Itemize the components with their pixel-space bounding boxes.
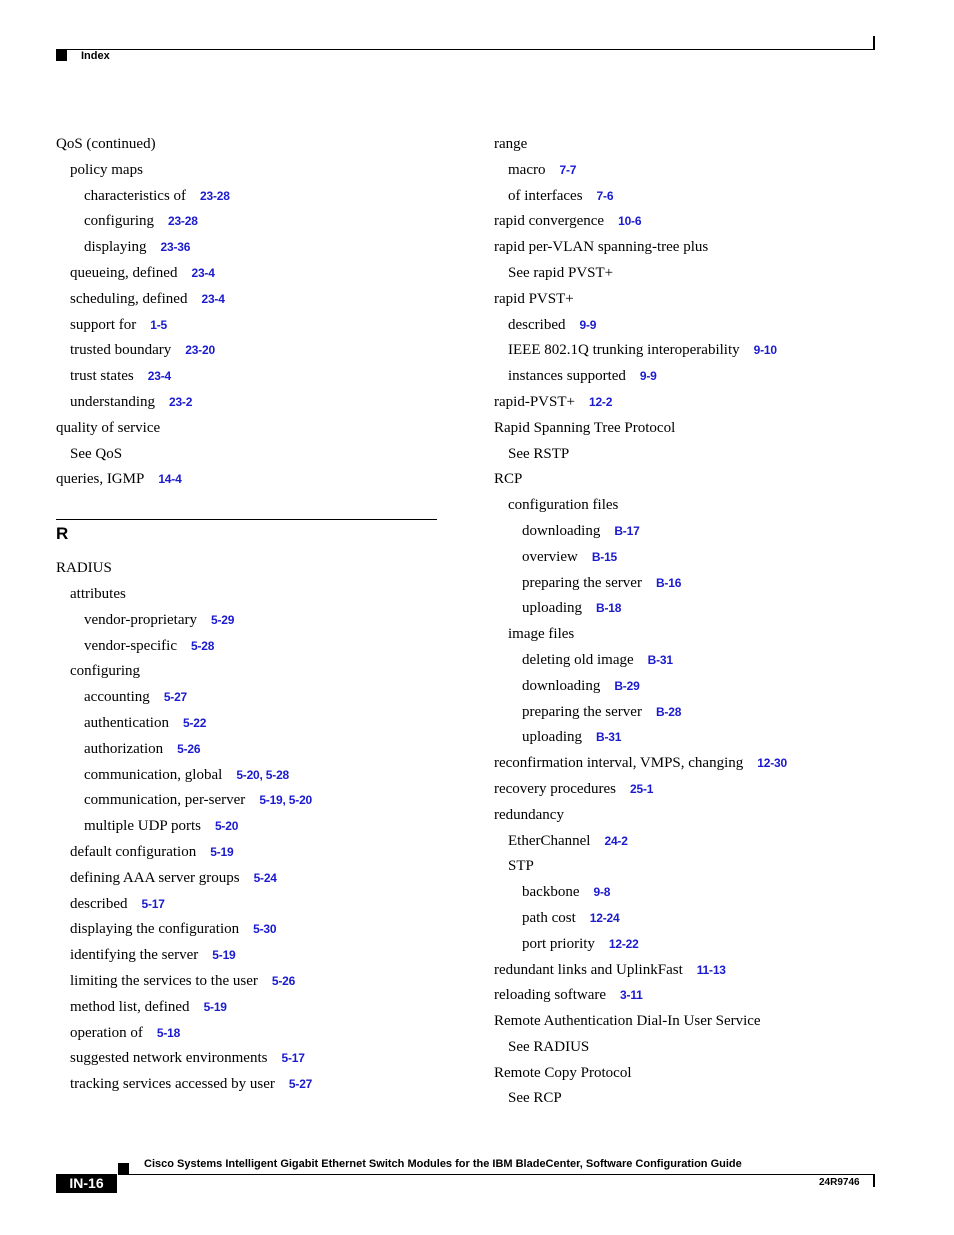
- page-reference-link[interactable]: B-29: [614, 678, 640, 693]
- index-entry: [494, 622, 894, 648]
- index-entry: [494, 829, 894, 855]
- page-reference-link[interactable]: 9-8: [593, 885, 611, 900]
- header-rule: [56, 49, 874, 50]
- page-reference-link[interactable]: 9-9: [639, 369, 657, 384]
- index-term: See rapid PVST+: [508, 264, 614, 281]
- index-entry: [56, 364, 438, 390]
- index-entry: [56, 943, 438, 969]
- index-entry: [494, 958, 894, 984]
- index-term: downloading: [522, 522, 601, 539]
- index-entry: [56, 209, 438, 235]
- page-reference-link[interactable]: B-17: [614, 523, 640, 538]
- index-entry: [56, 788, 438, 814]
- index-term: recovery procedures: [494, 780, 617, 797]
- index-term: EtherChannel: [508, 832, 591, 849]
- index-term: configuration files: [508, 497, 619, 514]
- index-list-r: [56, 556, 438, 1098]
- index-entry: [494, 313, 894, 339]
- index-term: communication, per-server: [84, 792, 246, 809]
- index-entry: [56, 892, 438, 918]
- index-term: described: [70, 895, 128, 912]
- page-reference-link[interactable]: 5-22: [182, 715, 207, 730]
- index-term: limiting the services to the user: [70, 972, 258, 989]
- page-reference-link[interactable]: 10-6: [618, 214, 642, 229]
- index-term: characteristics of: [84, 187, 187, 204]
- page-reference-link[interactable]: 23-4: [201, 291, 225, 306]
- index-list-q: [56, 132, 438, 493]
- index-entry: [56, 917, 438, 943]
- index-entry: [56, 711, 438, 737]
- page-reference-link[interactable]: 23-4: [191, 265, 215, 280]
- index-entry: [494, 880, 894, 906]
- index-term: authorization: [84, 740, 164, 757]
- index-entry: [56, 969, 438, 995]
- index-entry: [56, 685, 438, 711]
- index-term: communication, global: [84, 766, 223, 783]
- index-entry: [56, 287, 438, 313]
- index-entry: [56, 995, 438, 1021]
- index-entry: [494, 390, 894, 416]
- index-entry: [56, 659, 438, 685]
- index-term: support for: [70, 316, 137, 333]
- page-reference-link[interactable]: 5-26: [271, 973, 296, 988]
- index-term: Remote Copy Protocol: [494, 1064, 632, 1081]
- index-entry: [56, 737, 438, 763]
- index-term: identifying the server: [70, 947, 199, 964]
- footer-marker: [118, 1163, 129, 1174]
- page-reference-link[interactable]: 5-29: [210, 612, 235, 627]
- page-reference-link[interactable]: B-15: [591, 549, 618, 564]
- section-letter: R: [56, 524, 69, 544]
- index-entry: [494, 1009, 894, 1035]
- index-entry: [56, 416, 438, 442]
- index-entry: [56, 132, 438, 158]
- index-entry: [56, 763, 438, 789]
- page-reference-link[interactable]: 23-28: [200, 188, 230, 203]
- page-reference-link[interactable]: 7-6: [596, 188, 614, 203]
- index-term: Rapid Spanning Tree Protocol: [494, 419, 676, 436]
- index-entry: [494, 519, 894, 545]
- index-term: See QoS: [70, 445, 123, 462]
- index-term: queueing, defined: [70, 264, 178, 281]
- index-term: image files: [508, 626, 575, 643]
- index-term: operation of: [70, 1024, 143, 1041]
- index-term: STP: [508, 858, 534, 875]
- page-reference-link[interactable]: 5-19: [203, 999, 227, 1014]
- index-entry: [494, 596, 894, 622]
- index-term: described: [508, 316, 566, 333]
- index-entry: [56, 1021, 438, 1047]
- page-reference-link[interactable]: 5-20: [214, 819, 239, 834]
- page-reference-link[interactable]: 5-19: [212, 948, 236, 963]
- index-entry: [56, 235, 438, 261]
- page-reference-link[interactable]: 23-28: [167, 214, 198, 229]
- page-reference-link[interactable]: 5-20, 5-28: [236, 767, 290, 782]
- index-term: instances supported: [508, 368, 626, 385]
- page-reference-link[interactable]: 23-4: [147, 369, 171, 384]
- page-number: IN-16: [56, 1174, 117, 1193]
- index-term: multiple UDP ports: [84, 818, 201, 835]
- header-section-label: Index: [81, 50, 110, 62]
- index-entry: [494, 932, 894, 958]
- index-term: displaying: [84, 239, 147, 256]
- index-term: queries, IGMP: [56, 471, 145, 488]
- index-term: rapid PVST+: [494, 290, 574, 307]
- index-entry: [494, 235, 894, 261]
- index-entry: [494, 467, 894, 493]
- page-reference-link[interactable]: 5-30: [253, 922, 277, 937]
- index-column-right: [494, 132, 894, 1112]
- index-term: understanding: [70, 393, 155, 410]
- index-term: tracking services accessed by user: [70, 1076, 275, 1093]
- index-entry: [494, 442, 894, 468]
- page-reference-link[interactable]: 5-24: [253, 870, 277, 885]
- page-reference-link[interactable]: 3-11: [620, 988, 643, 1003]
- index-entry: [56, 261, 438, 287]
- index-term: of interfaces: [508, 187, 583, 204]
- index-term: configuring: [84, 213, 154, 230]
- page-reference-link[interactable]: 25-1: [630, 781, 654, 796]
- index-term: preparing the server: [522, 703, 642, 720]
- index-term: accounting: [84, 689, 150, 706]
- page-reference-link[interactable]: 23-36: [160, 240, 191, 255]
- index-entry: [56, 313, 438, 339]
- index-term: See RCP: [508, 1090, 562, 1107]
- page-reference-link[interactable]: 5-17: [281, 1051, 305, 1066]
- index-term: uploading: [522, 600, 582, 617]
- index-term: rapid per-VLAN spanning-tree plus: [494, 239, 709, 256]
- index-entry: [494, 545, 894, 571]
- page-reference-link[interactable]: 5-19: [210, 844, 234, 859]
- index-entry: [494, 184, 894, 210]
- index-list-right: [494, 132, 894, 1112]
- page-reference-link[interactable]: 12-24: [589, 910, 620, 925]
- index-entry: [494, 158, 894, 184]
- index-term: reconfirmation interval, VMPS, changing: [494, 755, 744, 772]
- index-entry: [494, 338, 894, 364]
- index-entry: [494, 725, 894, 751]
- index-entry: [494, 700, 894, 726]
- page-reference-link[interactable]: B-18: [596, 601, 622, 616]
- index-entry: [56, 1046, 438, 1072]
- page-reference-link[interactable]: 9-9: [579, 317, 597, 332]
- index-entry: [494, 209, 894, 235]
- index-term: RADIUS: [56, 560, 112, 577]
- page-reference-link[interactable]: 14-4: [158, 472, 182, 487]
- index-entry: [56, 556, 438, 582]
- footer-title: Cisco Systems Intelligent Gigabit Ethernet Switch Modules for the IBM BladeCenter, Software Configuration Guide: [144, 1158, 742, 1170]
- index-term: RCP: [494, 471, 523, 488]
- index-term: quality of service: [56, 419, 161, 436]
- index-entry: [56, 582, 438, 608]
- index-entry: [494, 777, 894, 803]
- page-reference-link[interactable]: 5-17: [141, 896, 165, 911]
- index-term: vendor-specific: [84, 637, 177, 654]
- page-reference-link[interactable]: 23-2: [168, 394, 193, 409]
- index-entry: [56, 442, 438, 468]
- page-reference-link[interactable]: 9-10: [753, 343, 777, 358]
- index-entry: [56, 814, 438, 840]
- index-entry: [494, 648, 894, 674]
- index-entry: [494, 1086, 894, 1112]
- index-entry: [494, 493, 894, 519]
- document-number: 24R9746: [819, 1177, 860, 1188]
- index-column-left: [56, 132, 438, 1098]
- index-entry: [494, 287, 894, 313]
- page-reference-link[interactable]: 12-30: [757, 756, 787, 771]
- footer-tick: [873, 1174, 875, 1187]
- index-entry: [494, 983, 894, 1009]
- index-term: redundancy: [494, 806, 564, 823]
- page-reference-link[interactable]: 5-28: [191, 638, 215, 653]
- index-term: scheduling, defined: [70, 290, 188, 307]
- index-term: redundant links and UplinkFast: [494, 961, 683, 978]
- index-entry: [56, 338, 438, 364]
- index-term: deleting old image: [522, 651, 634, 668]
- index-term: displaying the configuration: [70, 921, 240, 938]
- index-term: vendor-proprietary: [84, 611, 197, 628]
- index-entry: [494, 751, 894, 777]
- index-term: range: [494, 136, 528, 152]
- page-reference-link[interactable]: 5-26: [177, 741, 201, 756]
- index-term: defining AAA server groups: [70, 869, 240, 886]
- index-term: rapid-PVST+: [494, 393, 575, 410]
- index-term: downloading: [522, 677, 601, 694]
- page-reference-link[interactable]: 5-19, 5-20: [259, 793, 313, 808]
- page-reference-link[interactable]: 11-13: [696, 962, 726, 977]
- index-term: trust states: [70, 368, 134, 385]
- index-term: IEEE 802.1Q trunking interoperability: [508, 342, 740, 359]
- index-term: method list, defined: [70, 998, 190, 1015]
- page-reference-link[interactable]: 1-5: [150, 317, 167, 332]
- section-spacer: [56, 493, 438, 519]
- page-reference-link[interactable]: 5-27: [163, 690, 188, 705]
- index-term: reloading software: [494, 987, 607, 1004]
- index-term: configuring: [70, 663, 140, 680]
- index-term: uploading: [522, 729, 582, 746]
- index-term: See RSTP: [508, 445, 570, 462]
- page-reference-link[interactable]: 5-18: [156, 1025, 181, 1040]
- page-reference-link[interactable]: 7-7: [559, 162, 577, 177]
- page-reference-link[interactable]: 12-22: [608, 936, 639, 951]
- index-entry: [56, 840, 438, 866]
- index-entry: [494, 416, 894, 442]
- page-reference-link[interactable]: 5-27: [288, 1077, 313, 1092]
- index-entry: [494, 1061, 894, 1087]
- index-entry: [56, 634, 438, 660]
- index-term: backbone: [522, 884, 580, 901]
- index-term: Remote Authentication Dial-In User Service: [494, 1013, 761, 1030]
- section-rule: [56, 519, 437, 520]
- index-term: path cost: [522, 909, 576, 926]
- page-reference-link[interactable]: B-31: [596, 730, 622, 745]
- index-entry: [494, 132, 894, 158]
- header-tick: [873, 36, 875, 50]
- index-entry: [494, 364, 894, 390]
- index-entry: [56, 158, 438, 184]
- index-term: suggested network environments: [70, 1050, 268, 1067]
- index-entry: [494, 854, 894, 880]
- page-reference-link[interactable]: 12-2: [588, 394, 613, 409]
- index-entry: [494, 906, 894, 932]
- index-entry: [56, 608, 438, 634]
- index-entry: [56, 184, 438, 210]
- footer-rule: [118, 1174, 874, 1175]
- index-entry: [494, 1035, 894, 1061]
- index-term: policy maps: [70, 161, 143, 178]
- index-entry: [494, 803, 894, 829]
- index-entry: [56, 1072, 438, 1098]
- index-term: QoS (continued): [56, 136, 156, 152]
- index-entry: [56, 866, 438, 892]
- index-term: rapid convergence: [494, 213, 605, 230]
- page-reference-link[interactable]: B-16: [655, 575, 682, 590]
- index-entry: [494, 571, 894, 597]
- index-entry: [56, 390, 438, 416]
- page-reference-link[interactable]: B-28: [655, 704, 682, 719]
- index-term: attributes: [70, 585, 126, 602]
- index-term: default configuration: [70, 843, 197, 860]
- index-term: See RADIUS: [508, 1038, 590, 1055]
- page-reference-link[interactable]: 24-2: [604, 833, 628, 848]
- index-entry: [56, 467, 438, 493]
- index-term: trusted boundary: [70, 342, 172, 359]
- page-reference-link[interactable]: B-31: [647, 652, 673, 667]
- index-term: port priority: [522, 935, 595, 952]
- index-term: preparing the server: [522, 574, 642, 591]
- page-reference-link[interactable]: 23-20: [185, 343, 215, 358]
- index-term: macro: [508, 161, 546, 178]
- index-term: overview: [522, 548, 578, 565]
- index-entry: [494, 674, 894, 700]
- index-term: authentication: [84, 714, 169, 731]
- index-entry: [494, 261, 894, 287]
- header-marker: [56, 50, 67, 61]
